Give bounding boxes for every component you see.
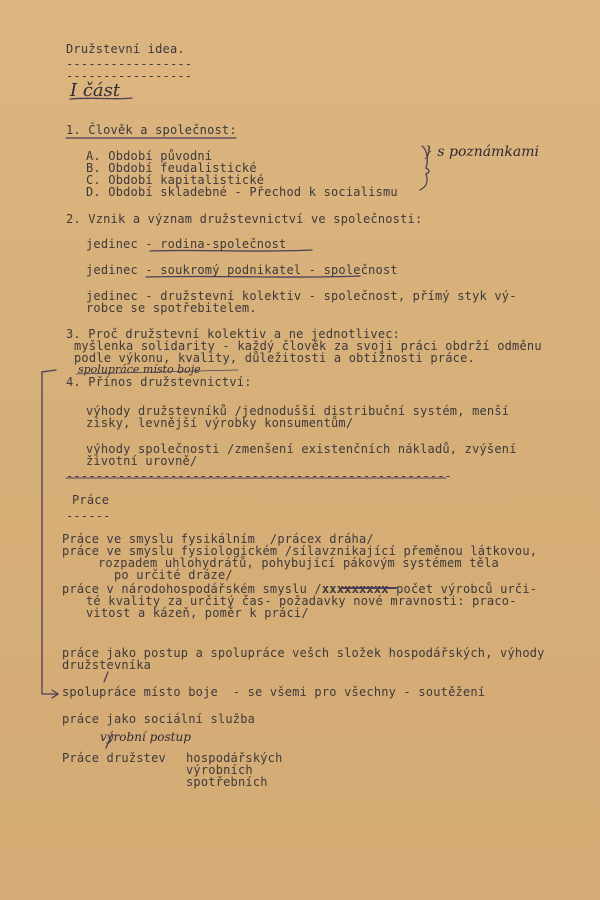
text-line: vitost a kázeň, poměr k práci/ — [86, 606, 309, 620]
title-underline: ----------------- — [66, 57, 193, 71]
list-item: A. Období původní — [86, 149, 213, 163]
list-item: výrobních — [186, 763, 253, 777]
text-segment: práce v národohospodářském smyslu / — [62, 582, 322, 596]
bracket-arrow-line — [42, 370, 58, 694]
text-line: po určité dráze/ — [114, 568, 233, 582]
part-underline-stroke — [70, 98, 132, 99]
text-line: zisky, levnější výrobky konsumentům/ — [86, 416, 354, 430]
text-line: výhody společnosti /zmenšení existenčních nákladů, zvýšení — [86, 442, 517, 456]
text-line: rozpadem uhlohydrátů, pohybující pákovým systémem těla — [98, 556, 499, 570]
text-line: práce ve smyslu fysiologickém /sílavznikající přeměnou látkovou, — [62, 544, 538, 558]
section-3-heading: 3. Proč družstevní kolektiv a ne jednotlivec: — [66, 327, 401, 341]
section-1-heading: 1. Člověk a společnost: — [66, 123, 237, 137]
text-line: robce se spotřebitelem. — [86, 301, 257, 315]
text-line: družstevníka — [62, 658, 152, 672]
underline-stroke — [150, 250, 312, 251]
handwritten-note: spolupráce místo boje — [78, 363, 201, 376]
text-line: Práce družstev — [62, 751, 166, 765]
text-line: myšlenka solidarity - každý člověk za svoji práci obdrží odměnu — [74, 339, 542, 353]
text-line: životní urovně/ — [86, 454, 198, 468]
text-line: jedinec - rodina-společnost — [86, 237, 287, 251]
insert-mark — [104, 672, 108, 682]
insert-mark — [106, 734, 112, 748]
prace-heading: Práce — [72, 493, 110, 507]
section-4-heading: 4. Přínos družstevnictví: — [66, 375, 252, 389]
text-line: Práce ve smyslu fysikálním /prácex dráha/ — [62, 532, 374, 546]
section-divider: ---------------------------------------------------- — [66, 469, 453, 483]
text-line: jedinec - soukromý podnikatel - společnost — [86, 263, 398, 277]
document-title: Družstevní idea. — [66, 42, 185, 56]
list-item: spotřebních — [186, 775, 268, 789]
struck-out-word: xxxxxxxxx — [321, 582, 389, 596]
brace-stroke — [420, 146, 429, 190]
text-line: práce jako postup a spolupráce vešch složek hospodářských, výhody — [62, 646, 545, 660]
text-line: podle výkonu, kvality, důležitosti a obtížnosti práce. — [74, 351, 475, 365]
text-line: té kvality za určitý čas- požadavky nové mravnosti: praco- — [86, 594, 517, 608]
text-line: spolupráce místo boje - se všemi pro všechny - soutěžení — [62, 685, 486, 699]
handwritten-brace-note: } s poznámkami — [424, 144, 539, 160]
part-label-handwritten: I část — [70, 80, 121, 101]
list-item: B. Období feudalistické — [86, 161, 257, 175]
list-item: D. Období skladebné - Přechod k socialismu — [86, 185, 398, 199]
prace-underline: ------ — [66, 509, 111, 523]
list-item: C. Období kapitalistické — [86, 173, 265, 187]
list-item: hospodářských — [186, 751, 283, 765]
text-line: práce jako sociální služba — [62, 712, 256, 726]
section-2-heading: 2. Vznik a význam družstevnictví ve společnosti: — [66, 212, 423, 226]
text-line: výhody družstevníků /jednodušší distribuční systém, menší — [86, 404, 510, 418]
underline-stroke — [76, 370, 238, 374]
handwritten-note: výrobní postup — [100, 730, 191, 744]
text-line: jedinec - družstevní kolektiv - společnost, přímý styk vý- — [86, 289, 517, 303]
title-underline: ----------------- — [66, 69, 193, 83]
text-segment: počet výrobců urči- — [388, 582, 538, 596]
underline-stroke — [146, 276, 360, 277]
